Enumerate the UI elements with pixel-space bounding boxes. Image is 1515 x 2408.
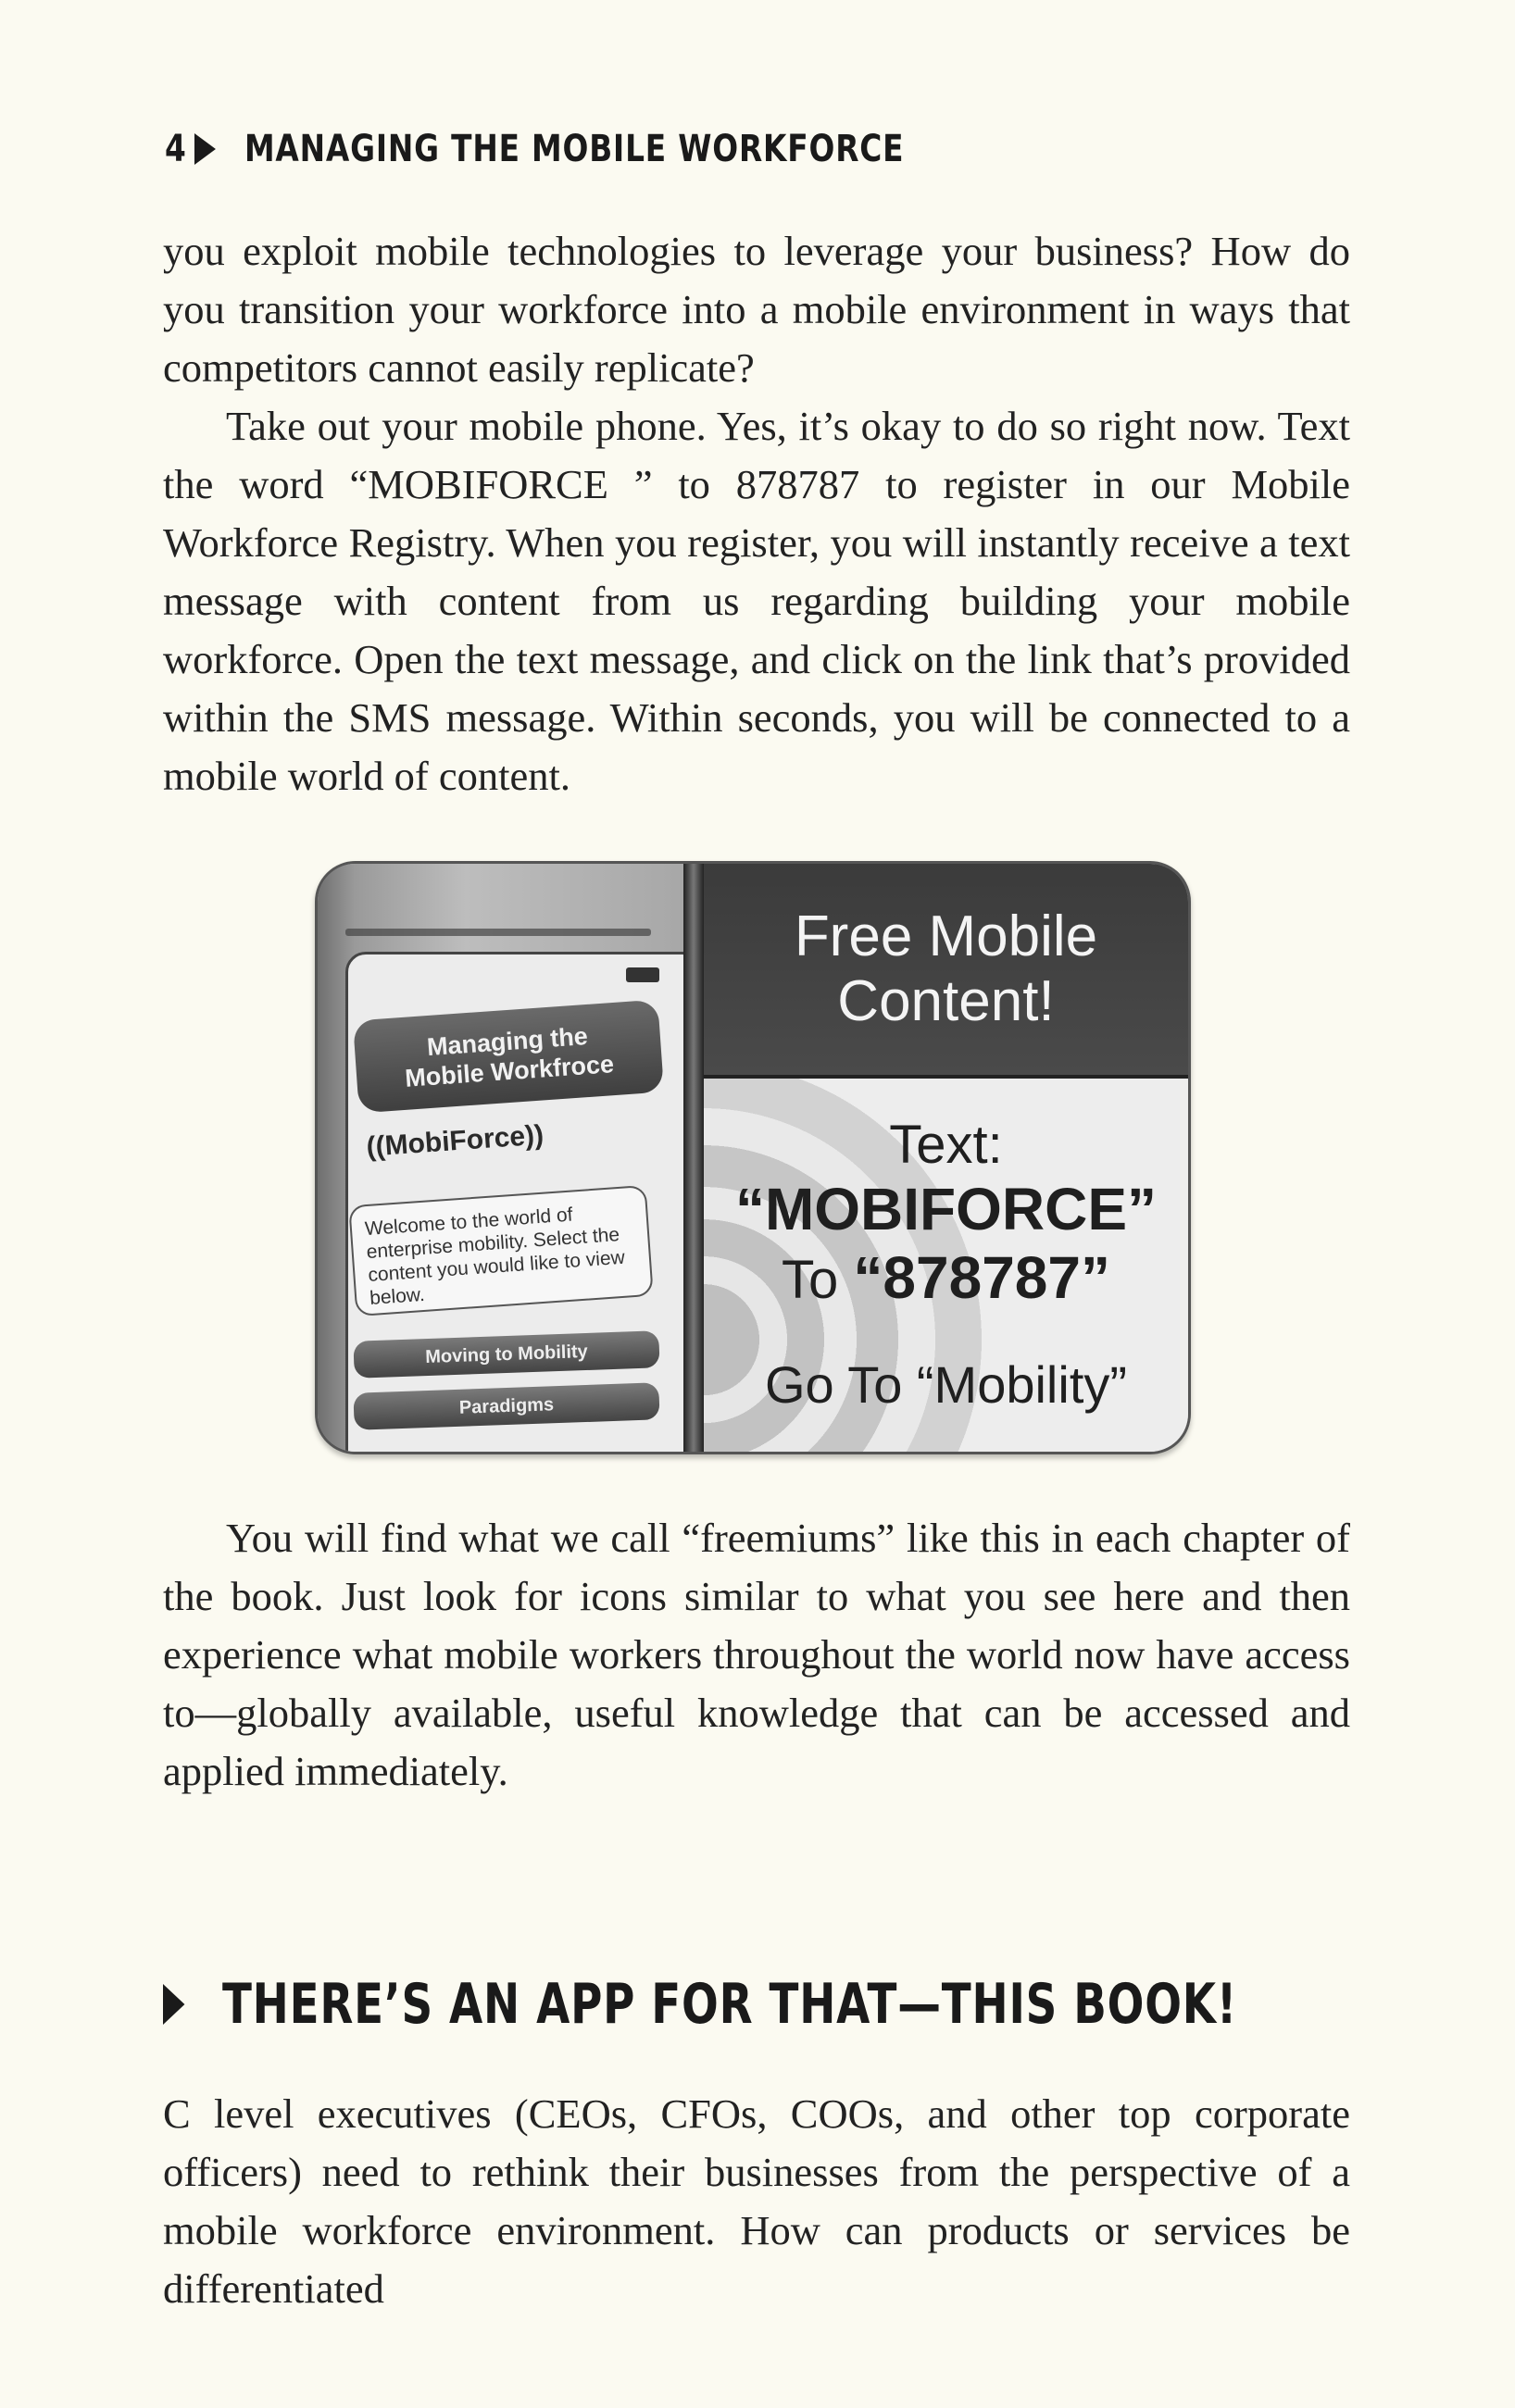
phone-speaker [345,929,651,936]
mobiforce-logo: ((MobiForce)) [365,1119,545,1163]
paragraph-3: You will find what we call “freemiums” like this in each chapter of the book. Just look for icons similar to what you see here and then experience what mobile workers throughout the world now have access to—globally available, useful knowledge that can be accessed and applied immediately. [163,1515,1350,1794]
arrow-right-icon [194,133,216,165]
paragraph-1: you exploit mobile technologies to leverage your business? How do you transition your workforce into a mobile environment in ways that competitors cannot easily replicate? [163,228,1350,391]
promo-line-2: Content! [837,969,1055,1033]
promo-line-1: Free Mobile [794,905,1098,968]
promo-instructions [704,1079,1188,1452]
app-title-line1: Managing the [426,1022,589,1062]
section-heading [163,1972,1237,2037]
freemium-figure [315,861,1191,1454]
phone-illustration [318,864,688,1452]
running-header [165,128,904,170]
phone-welcome-text: Welcome to the world of enterprise mobility. Select the content you would like to view below. [348,1185,654,1316]
app-title-line2: Mobile Workfroce [404,1050,615,1092]
promo-header [704,864,1188,1079]
goto-instruction: Go To “Mobility” [764,1355,1128,1414]
arrow-right-icon [163,1984,184,2025]
phone-menu-paradigms: Paradigms [353,1382,659,1429]
short-code: “878787” [853,1244,1110,1311]
to-label: To [782,1250,839,1310]
section-title: THERE’S AN APP FOR THAT—THIS BOOK! [221,1972,1237,2037]
text-label: Text: [889,1115,1003,1175]
keyword: “MOBIFORCE” [734,1176,1158,1242]
paragraph-4: C level executives (CEOs, CFOs, COOs, and other top corporate officers) need to rethink their businesses from the perspective of a mobile workforce environment. How can products or services be differentiated [163,2090,1350,2312]
phone-screen [345,952,703,1454]
to-number [704,1243,1188,1312]
page-number: 4 [165,128,187,170]
battery-icon [626,967,659,982]
phone-edge [683,864,704,1454]
running-title: MANAGING THE MOBILE WORKFORCE [244,128,905,170]
phone-app-title [353,1000,664,1114]
phone-menu-moving-to-mobility: Moving to Mobility [353,1330,659,1378]
paragraph-2: Take out your mobile phone. Yes, it’s okay to do so right now. Text the word “MOBIFORCE ” to 878787 to register in our Mobile Workforce Registry. When you register, you will instantly receive a text message with content from us regarding building your mobile workforce. Open the text message, and click on the link that’s provided within the SMS message. Within seconds, you will be connected to a mobile world of content. [163,403,1350,799]
